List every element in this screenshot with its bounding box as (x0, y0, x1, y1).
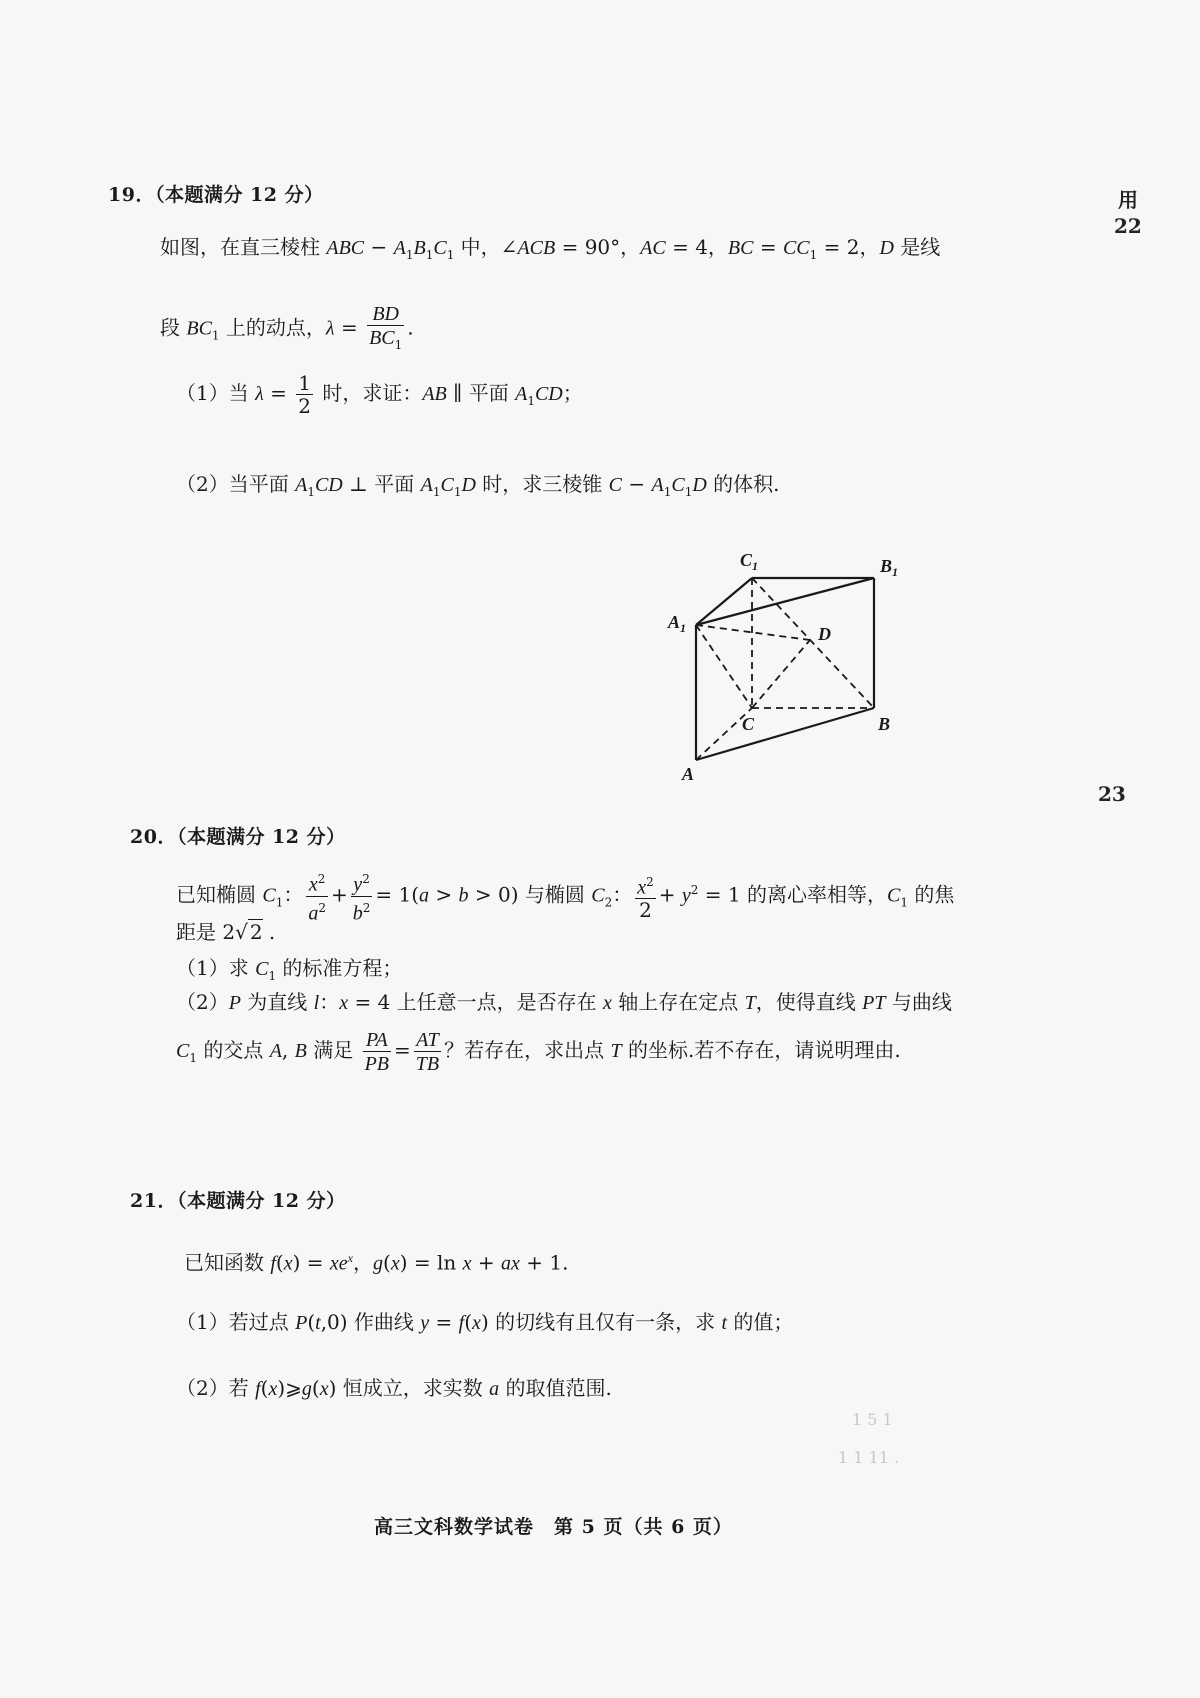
q19-sub2: （2）当平面 $A_1CD$ ⊥ 平面 $A_1C_1D$ 时，求三棱锥 $C - A_1C_1D$ 的体积. (176, 472, 780, 499)
label-D: D (818, 624, 831, 644)
prism-dashed-edges (696, 578, 874, 760)
q19-stem-line1: 如图，在直三棱柱 ABC − $A_1B_1C_1$ 中，∠ACB = 90°，AC = 4，BC = $CC_1 = 2$，D 是线 (160, 235, 941, 262)
label-C1-sub: 1 (752, 559, 758, 573)
q20-stem-line1: 已知椭圆 $C_1$： $\frac{x^2}{a^2}$ + $\frac{y^2}{b^2}$ = 1(a > b > 0) 与椭圆 $C_2$： $\frac{x^2}{2}$ + $y^2 = 1$ 的离心率相等，$C_1$ 的焦 (176, 868, 954, 924)
q21-sub1: （1）若过点 P(t,0) 作曲线 y = f(x) 的切线有且仅有一条，求 t 的值； (176, 1310, 794, 1334)
q21-heading: 21．（本题满分 12 分） (130, 1190, 346, 1212)
q21-sub2: （2）若 f(x)⩾g(x) 恒成立，求实数 a 的取值范围. (176, 1376, 612, 1400)
label-B1-sub: 1 (892, 565, 898, 579)
page-footer: 高三文科数学试卷 第 5 页（共 6 页） (374, 1516, 733, 1538)
margin-char-top: 用 (1118, 188, 1138, 212)
edge-A1C (696, 625, 752, 708)
edge-CD (752, 640, 810, 708)
q19-sub1: （1）当 λ = $\frac{1}{2}$ 时，求证：AB ∥ 平面 $A_1CD$； (176, 371, 583, 418)
q19-heading: 19．（本题满分 12 分） (108, 184, 324, 206)
label-C: C (742, 714, 755, 734)
q20-stem-line2: 距是 2√ 2 . (176, 920, 276, 944)
margin-num-23: 23 (1098, 782, 1126, 806)
q21-stem: 已知函数 $f(x) = xe^x$，g(x) = ln x + ax + 1. (184, 1250, 569, 1275)
label-A1-sub: 1 (680, 621, 686, 635)
q20-sub1: （1）求 $C_1$ 的标准方程； (176, 956, 403, 983)
q20-sub2-line1: （2）P 为直线 l：x = 4 上任意一点，是否存在 x 轴上存在定点 T，使得直线 PT 与曲线 (176, 990, 952, 1014)
q19-stem-line2: 段 $BC_1$ 上的动点，λ = $\frac{BD}{BC_1}$ . (160, 303, 414, 352)
label-B: B (878, 714, 891, 734)
faint-mark-1: 1 5 1 (852, 1410, 893, 1429)
edge-A1D (696, 625, 810, 640)
label-C1: C (740, 550, 753, 570)
label-A1: A (668, 612, 681, 632)
q20-sub2-line2: $C_1$ 的交点 A, B 满足 $\frac{PA}{PB}$ = $\frac{AT}{TB}$ ？若存在，求出点 T 的坐标.若不存在，请说明理由. (176, 1029, 901, 1075)
q19-prism-figure (640, 540, 940, 790)
faint-mark-2: 1 1 11 . (838, 1448, 900, 1467)
label-A: A (682, 764, 695, 784)
edge-C1B (752, 578, 874, 708)
label-B1: B (880, 556, 893, 576)
q20-heading: 20．（本题满分 12 分） (130, 826, 346, 848)
margin-num-22: 22 (1114, 214, 1142, 238)
